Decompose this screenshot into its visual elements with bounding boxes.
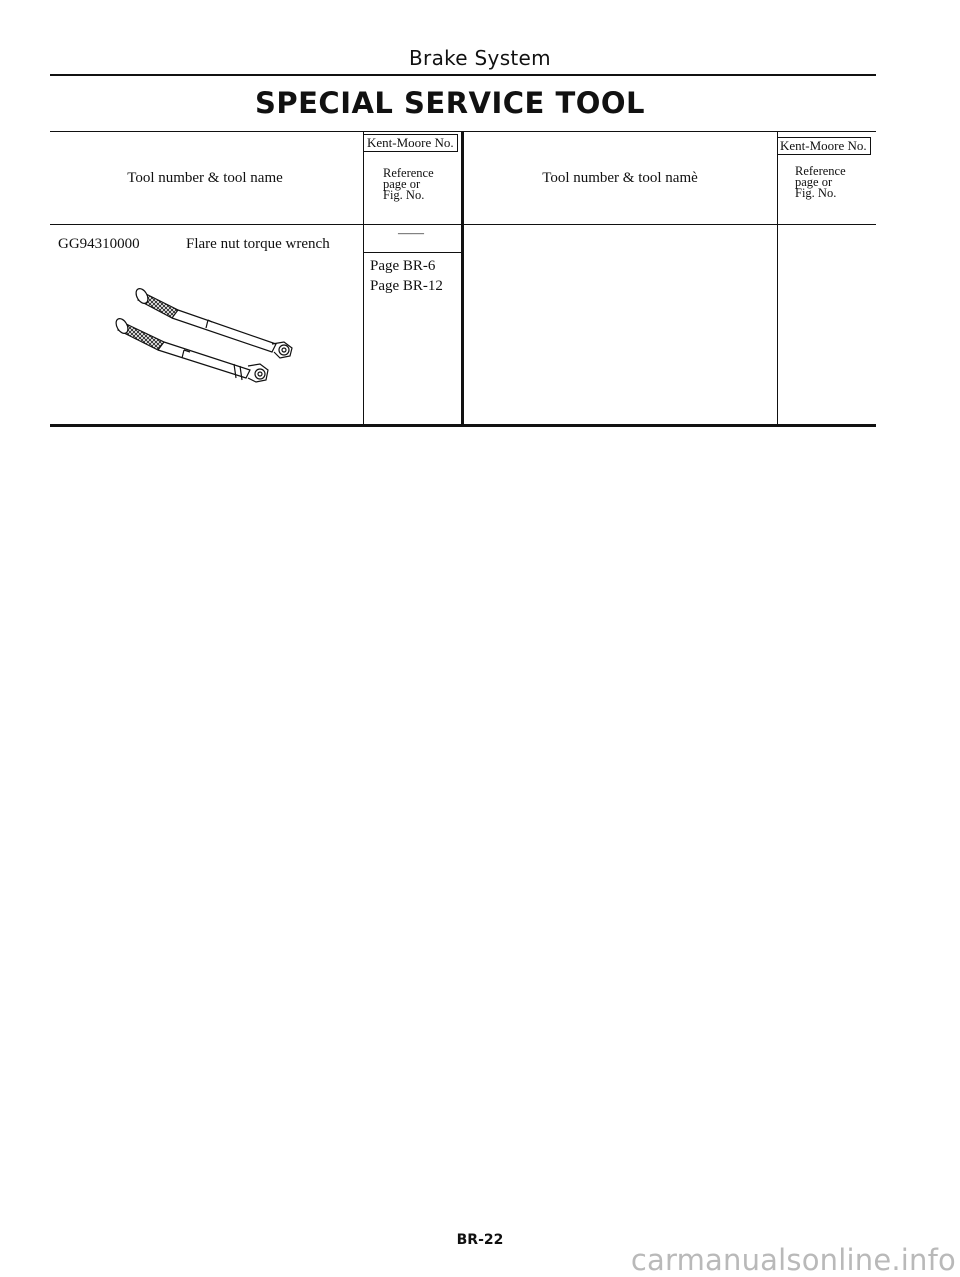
page-number: BR-22 [456,1232,504,1248]
reference-header [795,166,846,199]
header-rule [50,74,876,76]
kent-moore-row-rule [363,252,461,253]
reference-page: Page BR-6 [370,258,436,274]
reference-header-line: Fig. No. [383,188,425,202]
kent-moore-header: Kent-Moore No. [363,134,458,152]
tool-number-header: Tool number & tool name [127,170,283,186]
tool-number-header: Tool number & tool namè [542,170,698,186]
center-divider [461,131,464,427]
section-header: Brake System [409,46,551,70]
column-divider [777,131,778,427]
reference-header-line: Reference [795,164,846,178]
reference-header-line: page or [383,177,421,191]
page-title: SPECIAL SERVICE TOOL [254,86,646,120]
kent-moore-header: Kent-Moore No. [777,137,871,155]
column-divider [363,131,364,427]
tool-name: Flare nut torque wrench [186,236,330,252]
reference-header-line: Reference [383,166,434,180]
reference-header-line: Fig. No. [795,186,837,200]
flare-nut-torque-wrench-illustration [108,282,308,390]
reference-header-line: page or [795,175,833,189]
kent-moore-no: —— [398,225,424,240]
tool-number: GG94310000 [58,236,140,252]
watermark: carmanualsonline.info [630,1243,956,1277]
reference-pages [370,256,443,296]
reference-header [383,168,434,201]
reference-page: Page BR-12 [370,278,443,294]
